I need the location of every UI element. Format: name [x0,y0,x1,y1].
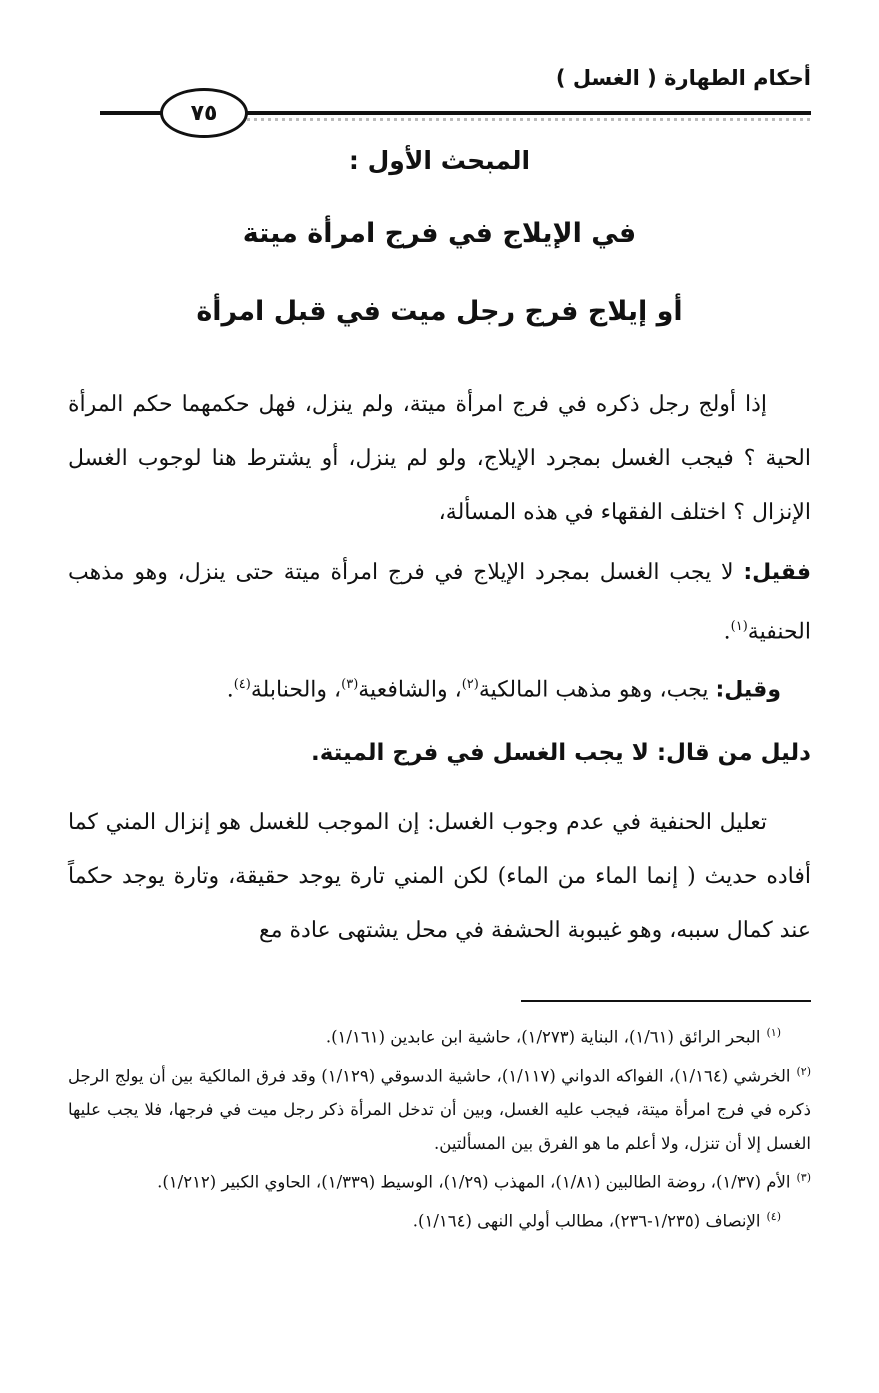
sentence-end: . [723,619,731,645]
footnote-ref[interactable]: (٣) [341,677,359,692]
footnote-2 [68,1055,811,1162]
paragraph-evidence: تعليل الحنفية في عدم وجوب الغسل: إن الموجب للغسل هو إنزال المني كما أفاده حديث ( إنما الماء من الماء) لكن المني تارة يوجد حقيقة، وتارة يوجد حكماً عند كمال سببه، وهو غيبوبة الحشفة في محل يشتهى عادة مع [68,810,811,943]
opinion-lead: فقيل: [743,560,811,585]
footnote-mark: (٤) [766,1209,781,1223]
footnote-ref[interactable]: (٤) [233,677,251,692]
paragraph-first-opinion [68,546,811,659]
opinion-text: لا يجب الغسل بمجرد الإيلاج في فرج امرأة ميتة حتى ينزل، وهو مذهب الحنفية [68,560,811,645]
title-line-1: في الإيلاج في فرج امرأة ميتة [242,218,637,249]
page-number [160,88,248,138]
footnote-text: الإنصاف (١/٢٣٥-٢٣٦)، مطالب أولي النهى (١/١٦٤). [412,1211,761,1230]
opinion-text: ، والحنابلة [250,677,342,703]
footnote-text: البحر الرائق (١/٦١)، البناية (١/٢٧٣)، حاشية ابن عابدين (١/١٦١). [325,1027,761,1047]
footnote-separator [521,1000,811,1002]
footnote-4 [68,1200,811,1239]
footnote-mark: (٢) [796,1064,811,1078]
footnote-mark: (١) [766,1026,781,1039]
opinion-text: يجب، وهو مذهب المالكية [478,677,716,703]
sentence-end: . [226,677,234,703]
footnote-mark: (٣) [796,1171,811,1184]
paragraph-second-opinion [68,658,811,717]
footnote-text: الخرشي (١/١٦٤)، الفواكه الدواني (١/١١٧)، حاشية الدسوقي (١/١٢٩) وقد فرق المالكية بين أن يولج الرجل ذكره في فرج امرأة ميتة، فيجب عليه الغسل، وبين أن تدخل المرأة ذكر رجل ميت في فرجها، فلا يجب عليها الغسل إلا أن تنزل، ولا أعلم ما هو الفرق بين المسألتين. [68,1066,811,1153]
footnote-text: الأم (١/٣٧)، روضة الطالبين (١/٨١)، المهذب (١/٢٩)، الوسيط (١/٣٣٩)، الحاوي الكبير (١/٢١٢). [157,1172,791,1192]
footnote-3 [68,1161,811,1200]
footnote-ref[interactable]: (٢) [461,677,479,692]
page-number-text: ٧٥ [190,100,218,126]
title-line-2: أو إيلاج فرج رجل ميت في قبل امرأة [196,296,683,327]
opinion-lead: وقيل: [715,677,781,703]
running-title: أحكام الطهارة ( الغسل ) [555,66,811,90]
evidence-subheading: دليل من قال: لا يجب الغسل في فرج الميتة. [310,740,811,766]
footnote-ref[interactable]: (١) [730,619,748,634]
paragraph-intro: إذا أولج رجل ذكره في فرج امرأة ميتة، ولم ينزل، فهل حكمهما حكم المرأة الحية ؟ فيجب الغسل بمجرد الإيلاج، ولو لم ينزل، أو يشترط هنا لوجوب الغسل الإنزال ؟ اختلف الفقهاء في هذه المسألة، [68,392,811,525]
header-ornament [240,118,811,121]
opinion-text: ، والشافعية [358,677,462,703]
footnote-1 [68,1016,811,1055]
section-heading: المبحث الأول : [348,146,531,175]
footnotes [68,1016,811,1238]
